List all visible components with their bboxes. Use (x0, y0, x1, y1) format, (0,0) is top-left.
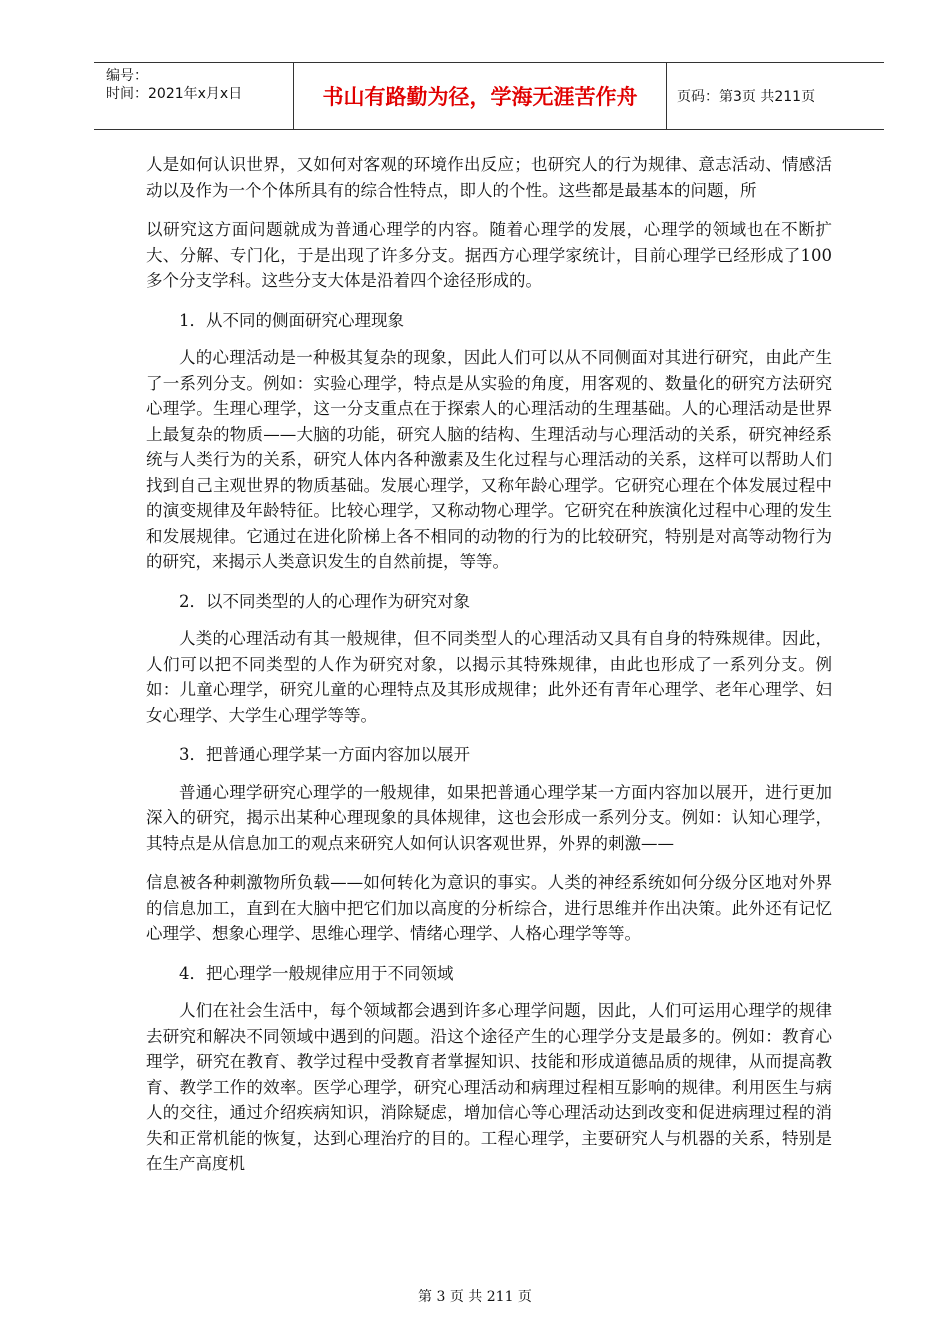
section-heading: 4．把心理学一般规律应用于不同领域 (179, 963, 454, 983)
page-header (94, 62, 884, 130)
section-heading: 3．把普通心理学某一方面内容加以展开 (179, 745, 470, 764)
paragraph: 人是如何认识世界，又如何对客观的环境作出反应；也研究人的行为规律、意志活动、情感活动以及作为一个个体所具有的综合性特点，即人的个性。这些都是最基本的问题，所 (146, 155, 832, 200)
paragraph: 普通心理学研究心理学的一般规律，如果把普通心理学某一方面内容加以展开，进行更加深入的研究，揭示出某种心理现象的具体规律，这也会形成一系列分支。例如：认知心理学，其特点是从信息加工的观点来研究人如何认识客观世界，外界的刺激—— (146, 782, 832, 853)
document-body (146, 152, 832, 1191)
section-heading: 2．以不同类型的人的心理作为研究对象 (179, 591, 470, 611)
paragraph: 人们在社会生活中，每个领域都会遇到许多心理学问题，因此，人们可运用心理学的规律去研究和解决不同领域中遇到的问题。沿这个途径产生的心理学分支是最多的。例如：教育心理学，研究在教育、教学过程中受教育者掌握知识、技能和形成道德品质的规律，从而提高教育、教学工作的效率。医学心理学，研究心理活动和病理过程相互影响的规律。利用医生与病人的交往，通过介绍疾病知识，消除疑虑，增加信心等心理活动达到改变和促进病理过程的消失和正常机能的恢复，达到心理治疗的目的。工程心理学，主要研究人与机器的关系，特别是在生产高度机 (146, 1001, 832, 1173)
paragraph: 人类的心理活动有其一般规律，但不同类型人的心理活动又具有自身的特殊规律。因此，人们可以把不同类型的人作为研究对象，以揭示其特殊规律，由此也形成了一系列分支。例如：儿童心理学，研究儿童的心理特点及其形成规律；此外还有青年心理学、老年心理学、妇女心理学、大学生心理学等等。 (146, 629, 832, 725)
header-page-info: 页码：第3页 共211页 (677, 89, 816, 105)
paragraph: 以研究这方面问题就成为普通心理学的内容。随着心理学的发展，心理学的领域也在不断扩大、分解、专门化，于是出现了许多分支。据西方心理学家统计，目前心理学已经形成了100多个分支学科。这些分支大体是沿着四个途径形成的。 (146, 220, 832, 290)
header-motto: 书山有路勤为径，学海无涯苦作舟 (294, 63, 667, 129)
section-heading: 1．从不同的侧面研究心理现象 (179, 310, 404, 330)
time-label: 时间：2021年x月x日 (106, 86, 243, 102)
paragraph: 信息被各种刺激物所负载——如何转化为意识的事实。人类的神经系统如何分级分区地对外界的信息加工，直到在大脑中把它们加以高度的分析综合，进行思维并作出决策。此外还有记忆心理学、想象心理学、思维心理学、情绪心理学、人格心理学等等。 (146, 873, 832, 943)
header-meta (94, 63, 294, 129)
number-label: 编号： (106, 68, 148, 84)
paragraph: 人的心理活动是一种极其复杂的现象，因此人们可以从不同侧面对其进行研究，由此产生了一系列分支。例如：实验心理学，特点是从实验的角度，用客观的、数量化的研究方法研究心理学。生理心理学，这一分支重点在于探索人的心理活动的生理基础。人的心理活动是世界上最复杂的物质——大脑的功能，研究人脑的结构、生理活动与心理活动的关系，研究神经系统与人类行为的关系，研究人体内各种激素及生化过程与心理活动的关系，这样可以帮助人们找到自己主观世界的物质基础。发展心理学，又称年龄心理学。它研究心理在个体发展过程中的演变规律及年龄特征。比较心理学，又称动物心理学。它研究在种族演化过程中心理的发生和发展规律。它通过在进化阶梯上各不相同的动物的行为的比较研究，特别是对高等动物行为的研究，来揭示人类意识发生的自然前提，等等。 (146, 348, 832, 571)
page-footer: 第 3 页 共 211 页 (418, 1289, 532, 1305)
